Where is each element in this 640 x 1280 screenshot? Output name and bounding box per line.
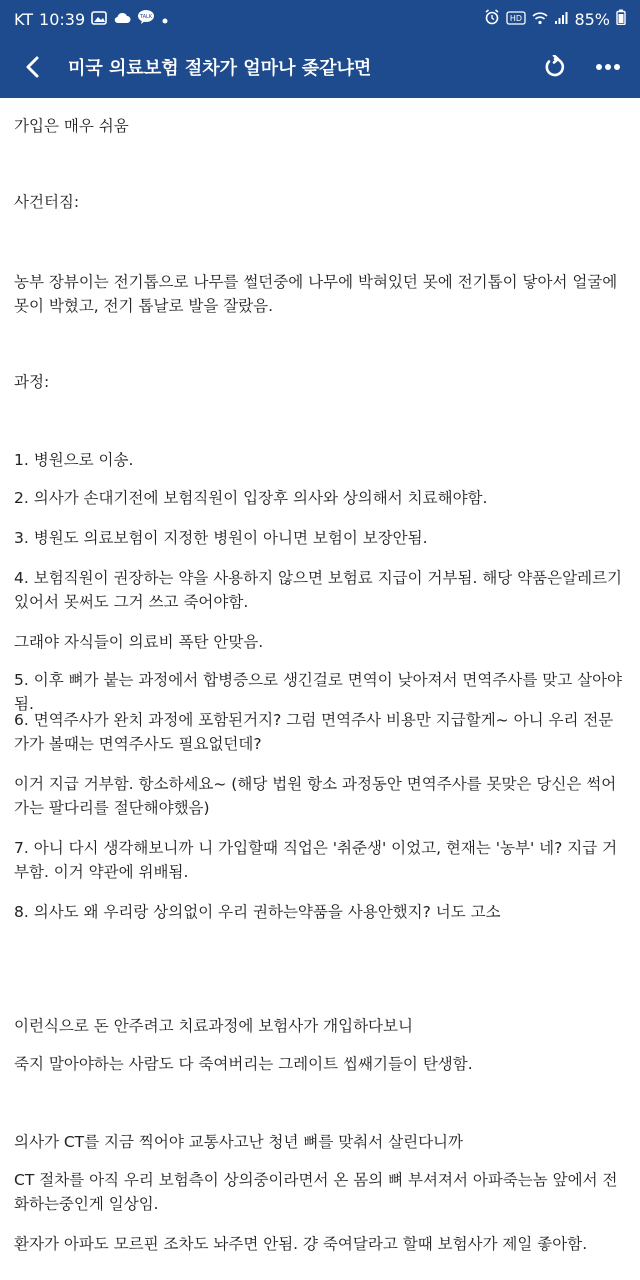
refresh-button[interactable]	[538, 50, 572, 84]
carrier-label: KT	[14, 9, 34, 29]
article-paragraph: 7. 아니 다시 생각해보니까 니 가입할때 직업은 '취준생' 이었고, 현재는 '농부' 네? 지급 거부함. 이거 약관에 위배됨.	[14, 839, 618, 881]
article-paragraph: 2. 의사가 손대기전에 보험직원이 입장후 의사와 상의해서 치료해야함.	[14, 489, 488, 507]
page-title: 미국 의료보험 절차가 얼마나 좆같냐면	[68, 58, 372, 79]
cloud-icon	[113, 10, 131, 29]
refresh-icon	[543, 55, 567, 79]
article-paragraph: 가입은 매우 쉬움	[14, 117, 129, 135]
alarm-icon	[484, 9, 500, 29]
battery-icon	[616, 9, 626, 29]
back-button[interactable]	[16, 50, 50, 84]
article-paragraph: 의사가 CT를 지금 찍어야 교통사고난 청년 뼈를 맞춰서 살린다니까	[14, 1133, 464, 1151]
dot-icon	[161, 10, 169, 29]
article-paragraph: 농부 장뷰이는 전기톱으로 나무를 썰던중에 나무에 박혀있던 못에 전기톱이 닿아서 얼굴에 못이 박혔고, 전기 톱날로 발을 잘랐음.	[14, 273, 618, 315]
article-paragraph: 6. 면역주사가 완치 과정에 포함된거지? 그럼 면역주사 비용만 지급할게~ 아니 우리 전문가가 볼때는 면역주사도 필요없던데?	[14, 711, 614, 753]
hd-icon	[506, 10, 526, 29]
article-paragraph: CT 절차를 아직 우리 보험측이 상의중이라면서 온 몸의 뼈 부셔져서 아파죽는놈 앞에서 전화하는중인게 일상임.	[14, 1171, 618, 1213]
time-label: 10:39	[39, 9, 86, 29]
signal-icon	[554, 10, 568, 29]
svg-text:HD: HD	[510, 13, 523, 23]
article-paragraph: 3. 병원도 의료보험이 지정한 병원이 아니면 보험이 보장안됨.	[14, 529, 428, 547]
battery-label: 85%	[574, 9, 610, 29]
article-paragraph: 1. 병원으로 이송.	[14, 451, 134, 469]
svg-text:TALK: TALK	[140, 14, 153, 20]
article-paragraph: 5. 이후 뼈가 붙는 과정에서 합병증으로 생긴걸로 면역이 낮아져서 면역주사를 맞고 살아야됨.	[14, 671, 623, 713]
chevron-left-icon	[23, 55, 43, 79]
article-paragraph: 환자가 아파도 모르핀 조차도 놔주면 안됨. 걍 죽여달라고 할때 보험사가 제일 좋아함.	[14, 1235, 588, 1253]
article-paragraph: 사건터짐:	[14, 193, 80, 211]
wifi-icon	[532, 10, 548, 29]
article-body	[0, 98, 640, 1280]
more-horizontal-icon	[595, 63, 621, 71]
status-bar	[0, 0, 640, 36]
article-paragraph: 죽지 말아야하는 사람도 다 죽여버리는 그레이트 씹쌔기들이 탄생함.	[14, 1055, 473, 1073]
article-paragraph: 이런식으로 돈 안주려고 치료과정에 보험사가 개입하다보니	[14, 1017, 413, 1035]
article-paragraph: 과정:	[14, 373, 50, 391]
article-paragraph: 4. 보험직원이 권장하는 약을 사용하지 않으면 보험료 지급이 거부됨. 해당 약품은알레르기 있어서 못써도 그거 쓰고 죽어야함.	[14, 569, 623, 611]
app-bar	[0, 36, 640, 98]
talk-icon	[137, 9, 155, 29]
article-paragraph: 이거 지급 거부함. 항소하세요~ (해당 법원 항소 과정동안 면역주사를 못맞은 당신은 썩어가는 팔다리를 절단해야했음)	[14, 775, 617, 817]
article-paragraph: 8. 의사도 왜 우리랑 상의없이 우리 권하는약품을 사용안했지? 너도 고소	[14, 903, 501, 921]
more-button[interactable]	[588, 50, 628, 84]
article-paragraph: 그래야 자식들이 의료비 폭탄 안맞음.	[14, 633, 264, 651]
image-icon	[91, 10, 107, 29]
